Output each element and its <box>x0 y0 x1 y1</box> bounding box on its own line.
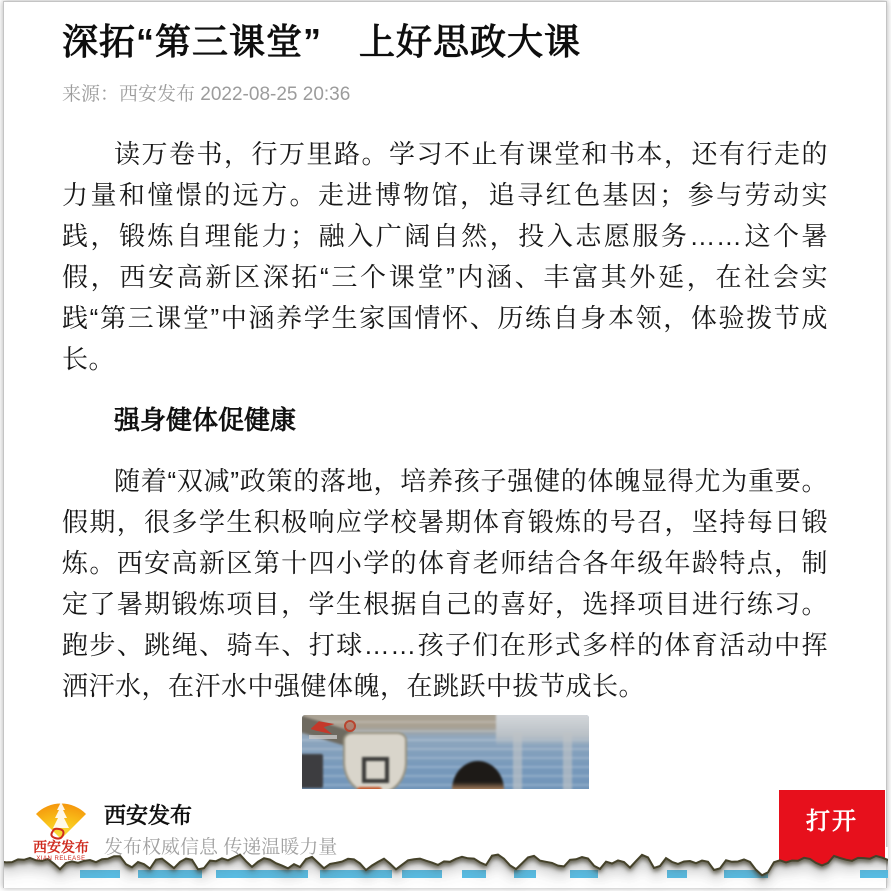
watermark-text <box>309 735 337 739</box>
photo-backboard-square <box>362 757 389 783</box>
footer-bar[interactable] <box>4 789 886 862</box>
emblem-icon <box>344 720 356 732</box>
photo-speaker-box <box>302 754 323 788</box>
logo-chinese-text: 西安发布 <box>33 839 89 855</box>
logo-english-text: XIAN RELEASE <box>36 856 86 862</box>
logo-fan-icon <box>33 798 89 840</box>
article-card <box>3 1 887 888</box>
open-app-button[interactable]: 打开 <box>779 790 885 847</box>
article-paragraph-2: 随着“双减”政策的落地，培养孩子强健的体魄显得尤为重要。假期，很多学生积极响应学校暑期体育锻炼的号召，坚持每日锻炼。西安高新区第十四小学的体育老师结合各年级年龄特点，制定了暑期锻炼项目，学生根据自己的喜好，选择项目进行练习。跑步、跳绳、骑车、打球……孩子们在形式多样的体育活动中挥洒汗水，在汗水中强健体魄，在跳跃中拔节成长。 <box>62 466 828 702</box>
footer-app-name: 西安发布 <box>104 803 193 828</box>
article-content <box>4 2 886 846</box>
section-heading: 强身健体促健康 <box>114 405 297 436</box>
article-meta: 来源：西安发布 2022-08-25 20:36 <box>62 84 351 106</box>
page-title: 深拓“第三课堂” 上好思政大课 <box>62 21 582 62</box>
footer-tagline: 发布权威信息 传递温暖力量 <box>104 837 338 858</box>
xian-release-logo-icon <box>30 798 92 862</box>
photo-ceiling <box>496 715 589 746</box>
article-paragraph-1: 读万卷书，行万里路。学习不止有课堂和书本，还有行走的力量和憧憬的远方。走进博物馆，追寻红色基因；参与劳动实践，锻炼自理能力；融入广阔自然，投入志愿服务……这个暑假，西安高新区深拓“三个课堂”内涵、丰富其外延，在社会实践“第三课堂”中涵养学生家国情怀、历练自身本领，体验拨节成长。 <box>62 139 828 375</box>
